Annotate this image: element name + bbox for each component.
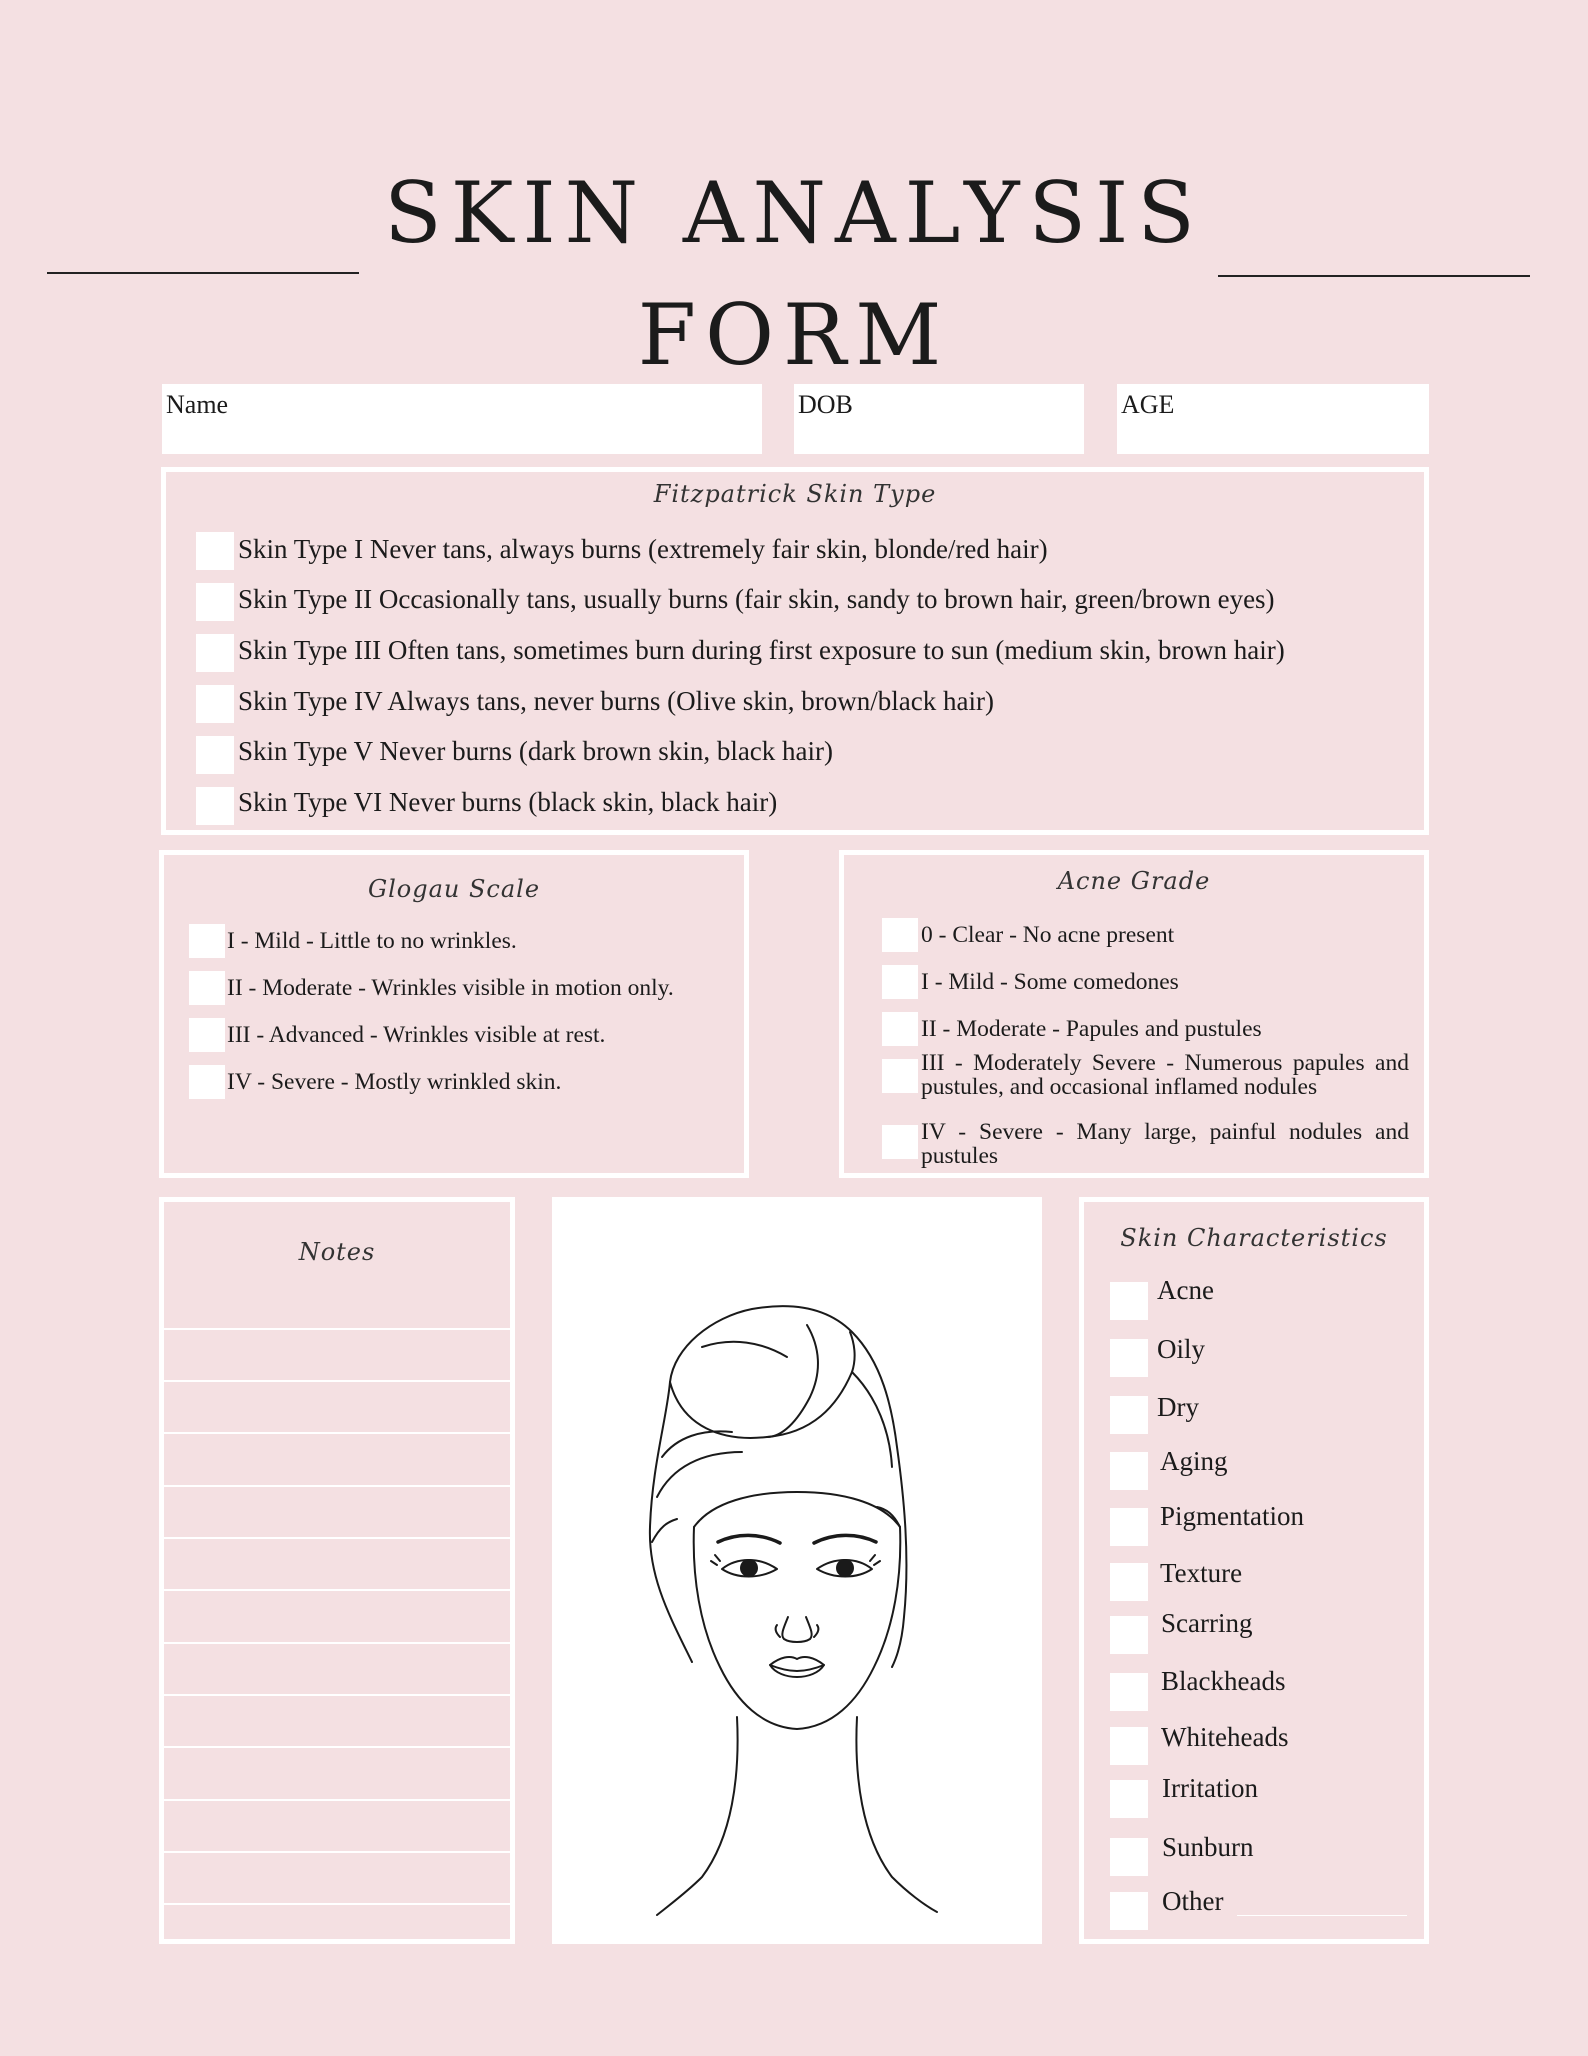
note-line[interactable] bbox=[164, 1485, 510, 1487]
char-option-acne: Acne bbox=[1157, 1275, 1214, 1305]
note-line[interactable] bbox=[164, 1799, 510, 1801]
other-write-in-line[interactable] bbox=[1237, 1915, 1407, 1916]
acne-option-5: IV - Severe - Many large, painful nodules and pustules bbox=[921, 1119, 1409, 1169]
char-option-pigmentation: Pigmentation bbox=[1160, 1501, 1304, 1531]
fitz-option-5: Skin Type V Never burns (dark brown skin, black hair) bbox=[238, 736, 834, 766]
note-line[interactable] bbox=[164, 1903, 510, 1905]
page-title bbox=[0, 152, 1588, 396]
name-field[interactable] bbox=[162, 384, 762, 454]
fitz-checkbox-6[interactable] bbox=[196, 787, 234, 825]
note-line[interactable] bbox=[164, 1537, 510, 1539]
acne-checkbox-5[interactable] bbox=[882, 1125, 918, 1159]
note-line[interactable] bbox=[164, 1642, 510, 1644]
char-option-dry: Dry bbox=[1157, 1392, 1199, 1422]
fitz-option-2: Skin Type II Occasionally tans, usually burns (fair skin, sandy to brown hair, green/brown eyes) bbox=[238, 584, 1275, 614]
acne-option-2: I - Mild - Some comedones bbox=[921, 969, 1179, 995]
glogau-checkbox-3[interactable] bbox=[189, 1018, 225, 1052]
fitz-checkbox-3[interactable] bbox=[196, 634, 234, 672]
char-option-blackheads: Blackheads bbox=[1161, 1666, 1286, 1696]
age-field[interactable] bbox=[1117, 384, 1429, 454]
fitz-checkbox-1[interactable] bbox=[196, 532, 234, 570]
char-option-texture: Texture bbox=[1160, 1558, 1243, 1588]
name-label: Name bbox=[166, 390, 229, 419]
notes-title: Notes bbox=[298, 1238, 376, 1266]
acne-panel bbox=[839, 850, 1429, 1178]
acne-checkbox-3[interactable] bbox=[882, 1012, 918, 1046]
char-checkbox-acne[interactable] bbox=[1110, 1282, 1148, 1320]
char-checkbox-other[interactable] bbox=[1110, 1892, 1148, 1930]
char-option-whiteheads: Whiteheads bbox=[1161, 1722, 1289, 1752]
char-option-oily: Oily bbox=[1157, 1334, 1206, 1364]
glogau-panel bbox=[159, 850, 749, 1178]
note-line[interactable] bbox=[164, 1694, 510, 1696]
acne-option-3: II - Moderate - Papules and pustules bbox=[921, 1016, 1262, 1042]
fitz-checkbox-4[interactable] bbox=[196, 685, 234, 723]
glogau-title: Glogau Scale bbox=[367, 875, 541, 903]
dob-field[interactable] bbox=[794, 384, 1084, 454]
fitz-option-6: Skin Type VI Never burns (black skin, black hair) bbox=[238, 787, 778, 817]
char-checkbox-oily[interactable] bbox=[1110, 1339, 1148, 1377]
char-option-scarring: Scarring bbox=[1161, 1608, 1253, 1638]
char-option-aging: Aging bbox=[1160, 1446, 1228, 1476]
notes-panel bbox=[159, 1197, 515, 1944]
note-line[interactable] bbox=[164, 1851, 510, 1853]
fitz-option-4: Skin Type IV Always tans, never burns (Olive skin, brown/black hair) bbox=[238, 686, 994, 716]
char-checkbox-pigmentation[interactable] bbox=[1110, 1508, 1148, 1546]
char-checkbox-whiteheads[interactable] bbox=[1110, 1727, 1148, 1765]
note-line[interactable] bbox=[164, 1432, 510, 1434]
note-line[interactable] bbox=[164, 1328, 510, 1330]
char-option-other: Other bbox=[1162, 1886, 1224, 1916]
face-illustration-icon bbox=[552, 1197, 1042, 1944]
fitz-option-3: Skin Type III Often tans, sometimes burn during first exposure to sun (medium skin, brown hair) bbox=[238, 635, 1285, 665]
char-checkbox-scarring[interactable] bbox=[1110, 1616, 1148, 1654]
note-line[interactable] bbox=[164, 1380, 510, 1382]
fitz-checkbox-5[interactable] bbox=[196, 736, 234, 774]
characteristics-title: Skin Characteristics bbox=[1120, 1224, 1388, 1252]
glogau-option-2: II - Moderate - Wrinkles visible in motion only. bbox=[227, 975, 674, 1001]
dob-label: DOB bbox=[798, 390, 853, 419]
age-label: AGE bbox=[1121, 390, 1175, 419]
acne-checkbox-4[interactable] bbox=[882, 1059, 918, 1093]
char-checkbox-aging[interactable] bbox=[1110, 1452, 1148, 1490]
glogau-option-4: IV - Severe - Mostly wrinkled skin. bbox=[227, 1069, 562, 1095]
title-line-2: FORM bbox=[637, 286, 951, 384]
acne-checkbox-2[interactable] bbox=[882, 965, 918, 999]
glogau-option-3: III - Advanced - Wrinkles visible at rest. bbox=[227, 1022, 606, 1048]
acne-option-1: 0 - Clear - No acne present bbox=[921, 922, 1175, 948]
fitz-checkbox-2[interactable] bbox=[196, 583, 234, 621]
fitz-option-1: Skin Type I Never tans, always burns (extremely fair skin, blonde/red hair) bbox=[238, 534, 1048, 564]
glogau-checkbox-4[interactable] bbox=[189, 1065, 225, 1099]
glogau-option-1: I - Mild - Little to no wrinkles. bbox=[227, 928, 517, 954]
glogau-checkbox-2[interactable] bbox=[189, 971, 225, 1005]
acne-title: Acne Grade bbox=[1057, 867, 1211, 895]
fitzpatrick-panel bbox=[161, 467, 1429, 835]
face-diagram-panel bbox=[552, 1197, 1042, 1944]
char-option-irritation: Irritation bbox=[1162, 1773, 1258, 1803]
note-line[interactable] bbox=[164, 1746, 510, 1748]
char-checkbox-dry[interactable] bbox=[1110, 1396, 1148, 1434]
characteristics-panel bbox=[1079, 1197, 1429, 1944]
acne-checkbox-1[interactable] bbox=[882, 918, 918, 952]
char-checkbox-blackheads[interactable] bbox=[1110, 1673, 1148, 1711]
note-line[interactable] bbox=[164, 1589, 510, 1591]
acne-option-4: III - Moderately Severe - Numerous papules and pustules, and occasional inflamed nodules bbox=[921, 1050, 1409, 1100]
char-checkbox-irritation[interactable] bbox=[1110, 1780, 1148, 1818]
char-checkbox-sunburn[interactable] bbox=[1110, 1838, 1148, 1876]
fitzpatrick-title: Fitzpatrick Skin Type bbox=[653, 480, 937, 508]
char-checkbox-texture[interactable] bbox=[1110, 1563, 1148, 1601]
glogau-checkbox-1[interactable] bbox=[189, 924, 225, 958]
char-option-sunburn: Sunburn bbox=[1162, 1832, 1254, 1862]
title-line-1: SKIN ANALYSIS bbox=[384, 164, 1204, 262]
